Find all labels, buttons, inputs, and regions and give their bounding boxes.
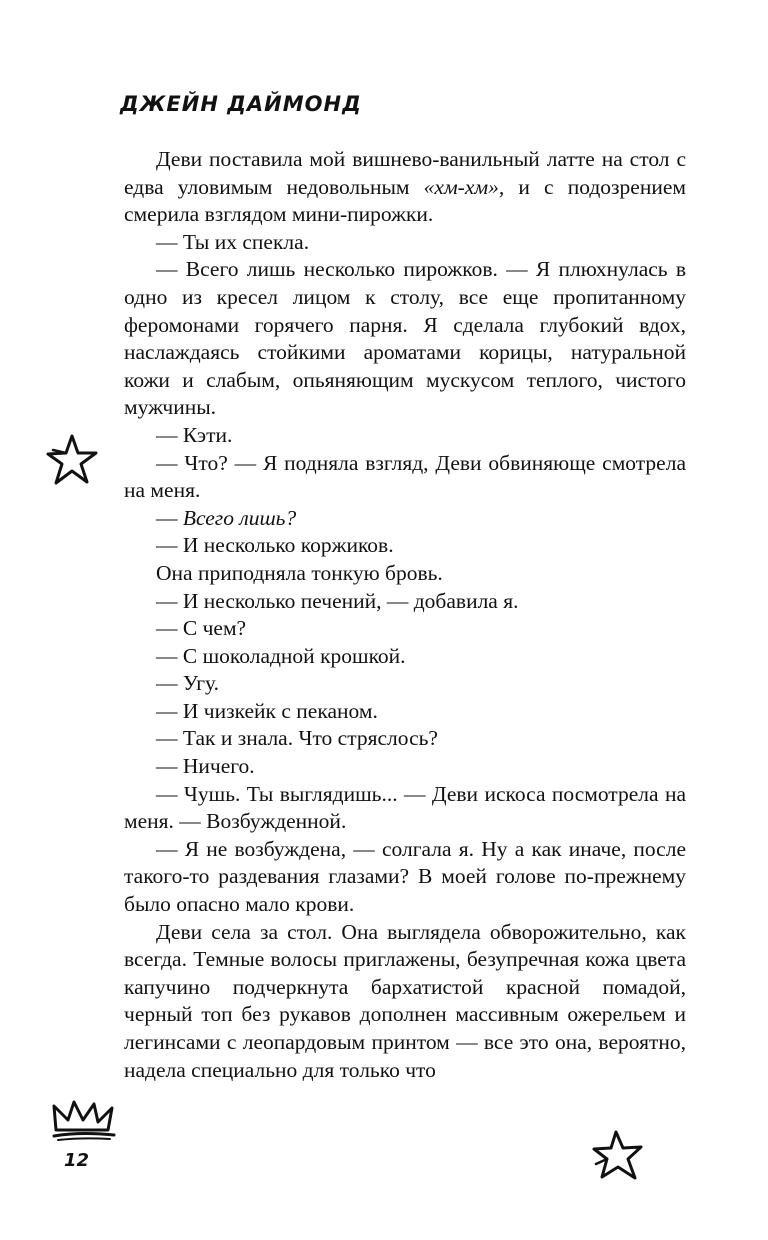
star-icon xyxy=(590,1128,646,1184)
paragraph: — Ты их спекла. xyxy=(156,229,310,254)
paragraph: — С чем? xyxy=(156,616,247,641)
crown-icon xyxy=(50,1098,116,1144)
paragraph: — Чушь. Ты выглядишь... — Деви искоса посмотрела на меня. — Возбужденной. xyxy=(124,781,686,834)
paragraph: — И несколько коржиков. xyxy=(156,533,394,558)
paragraph: — Всего лишь? xyxy=(156,505,297,530)
paragraph: — Я не возбуждена, — солгала я. Ну а как иначе, после такого-то раздевания глазами? В моей голове по-прежнему было опасно мало крови. xyxy=(124,836,686,917)
paragraph: — Так и знала. Что стряслось? xyxy=(156,726,438,751)
body-text xyxy=(124,146,686,1084)
paragraph: — Угу. xyxy=(156,671,219,696)
paragraph: — И чизкейк с пеканом. xyxy=(156,698,378,723)
paragraph: — С шоколадной крошкой. xyxy=(156,643,406,668)
paragraph: — И несколько печений, — добавила я. xyxy=(156,588,519,613)
running-head-author: ДЖЕЙН ДАЙМОНД xyxy=(120,92,362,116)
paragraph: — Всего лишь несколько пирожков. — Я плюхнулась в одно из кресел лицом к столу, все еще пропитанному феромонами горячего парня. Я сделала глубокий вдох, наслаждаясь стойкими ароматами корицы, натуральной кожи и слабым, опьяняющим мускусом теплого, чистого мужчины. xyxy=(124,257,686,420)
paragraph: — Ничего. xyxy=(156,754,255,779)
star-icon xyxy=(44,432,100,488)
paragraph: Деви села за стол. Она выглядела обворожительно, как всегда. Темные волосы приглажены, безупречная кожа цвета капучино подчеркнута бархатистой красной помадой, черный топ без рукавов дополнен массивным ожерельем и легинсами с леопардовым принтом — все это она, вероятно, надела специально для только что xyxy=(124,919,686,1082)
paragraph: — Кэти. xyxy=(156,422,233,447)
paragraph: — Что? — Я подняла взгляд, Деви обвиняюще смотрела на меня. xyxy=(124,450,686,503)
paragraph: Она приподняла тонкую бровь. xyxy=(156,560,443,585)
page-number: 12 xyxy=(64,1150,90,1171)
paragraph: Деви поставила мой вишнево-ванильный латте на стол с едва уловимым недовольным «хм-хм», и с подозрением смерила взглядом мини-пирожки. xyxy=(124,147,686,227)
